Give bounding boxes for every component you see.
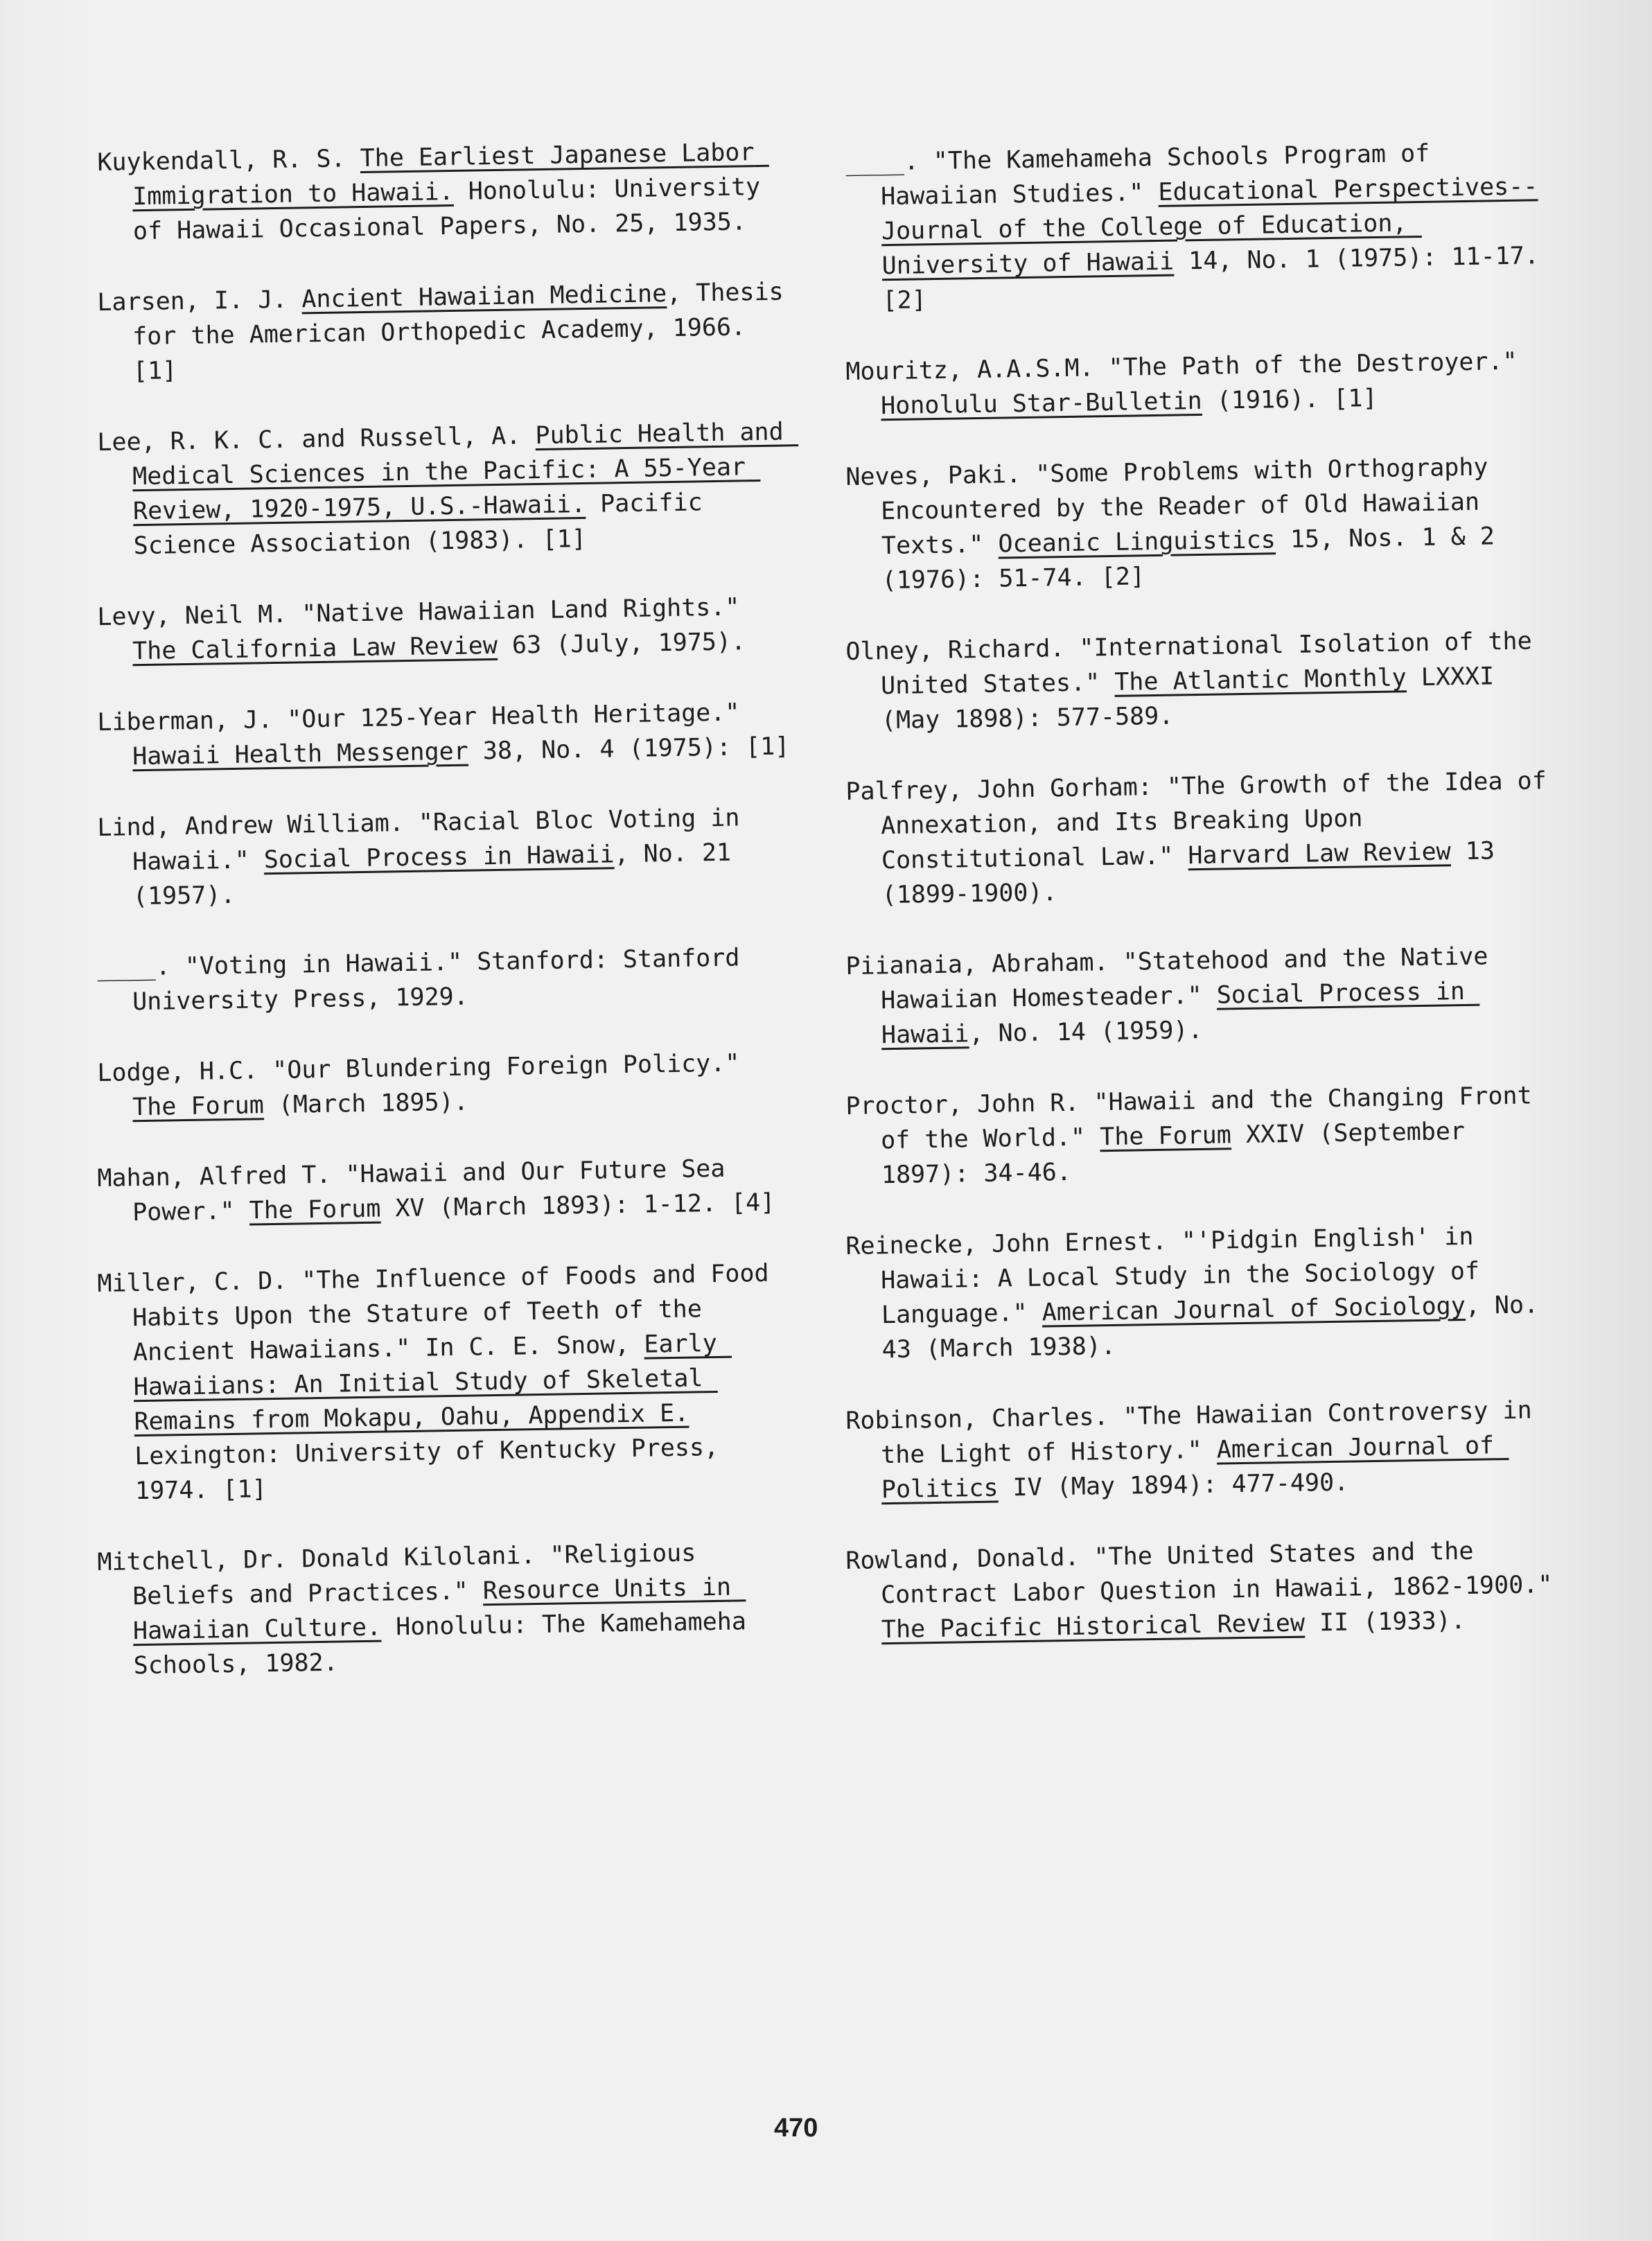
entry-title-underlined: The Forum	[249, 1195, 381, 1225]
entry-text: XV (March 1893): 1-12. [4]	[380, 1188, 775, 1223]
entry-text: ____. "Voting in Hawaii." Stanford: Stanford University Press, 1929.	[97, 944, 755, 1017]
entry-text: , No. 43 (March 1938).	[881, 1290, 1554, 1364]
entry-text: (1916). [1]	[1202, 384, 1378, 415]
entry-text: Honolulu: The Kamehameha Schools, 1982.	[133, 1607, 762, 1680]
entry-text: , No. 21 (1957).	[132, 838, 746, 911]
bibliography-entry	[845, 1393, 1554, 1508]
entry-text: II (1933).	[1304, 1606, 1466, 1637]
entry-text: Kuykendall, R. S.	[97, 145, 360, 177]
entry-title-underlined: Resource Units in Hawaiian Culture.	[132, 1573, 746, 1646]
bibliography-entry	[97, 1150, 791, 1231]
entry-title-underlined: The Forum	[1099, 1121, 1232, 1152]
entry-text: Mahan, Alfred T. "Hawaii and Our Future Sea Power."	[97, 1154, 740, 1227]
bibliography-entry	[845, 1533, 1567, 1648]
entry-text: Rowland, Donald. "The United States and the Contract Labor Question in Hawaii, 1862-1900."	[845, 1537, 1567, 1610]
bibliography-entry	[97, 414, 799, 564]
entry-text: Piianaia, Abraham. "Statehood and the Native Hawaiian Homesteader."	[845, 942, 1503, 1015]
bibliography-entry	[845, 1078, 1554, 1193]
entry-text: 13 (1899-1900).	[881, 836, 1510, 910]
entry-text: Pacific Science Association (1983). [1]	[133, 488, 718, 561]
entry-text: Lee, R. K. C. and Russell, A.	[97, 422, 536, 457]
entry-title-underlined: Oceanic Linguistics	[998, 526, 1276, 559]
bibliography-entry	[97, 694, 791, 775]
entry-text: Palfrey, John Gorham: "The Growth of the Idea of Annexation, and Its Breaking Upon Constitutional Law."	[845, 766, 1562, 875]
entry-text: Lexington: University of Kentucky Press, 1974. [1]	[134, 1399, 734, 1506]
entry-title-underlined: Ancient Hawaiian Medicine	[301, 280, 667, 314]
entry-title-underlined: Harvard Law Review	[1188, 838, 1451, 870]
bibliography-left-column	[97, 138, 799, 1720]
bibliography-entry	[97, 274, 799, 389]
entry-text: 38, No. 4 (1975): [1]	[468, 732, 790, 766]
bibliography-entry	[97, 589, 791, 669]
entry-title-underlined: Early Hawaiians: An Initial Study of Skeletal Remains from Mokapu, Oahu, Appendix E.	[133, 1329, 732, 1436]
entry-title-underlined: Social Process in Hawaii	[881, 977, 1480, 1050]
entry-text: 15, Nos. 1 & 2 (1976): 51-74. [2]	[881, 522, 1510, 595]
entry-title-underlined: Hawaii Health Messenger	[132, 737, 469, 771]
entry-text: IV (May 1894): 477-490.	[998, 1468, 1349, 1502]
entry-text: Lind, Andrew William. "Racial Bloc Voting in Hawaii."	[97, 804, 755, 877]
entry-text: Honolulu: University of Hawaii Occasional Papers, No. 25, 1935.	[132, 173, 775, 246]
bibliography-entry	[845, 1218, 1554, 1368]
entry-text: LXXXI (May 1898): 577-589.	[881, 662, 1509, 735]
bibliography-entry	[97, 1045, 791, 1125]
page-number: 470	[774, 2113, 818, 2143]
entry-title-underlined: Social Process in Hawaii	[263, 841, 615, 875]
entry-text: XXIV (September 1897): 34-46.	[881, 1117, 1480, 1190]
entry-title-underlined: Honolulu Star-Bulletin	[880, 387, 1203, 421]
entry-text: ____. "The Kamehameha Schools Program of Hawaiian Studies."	[845, 139, 1445, 211]
bibliography-entry	[97, 940, 791, 1020]
bibliography-entry	[97, 1256, 793, 1509]
entry-title-underlined: Educational Perspectives--Journal of the College of Education, University of Hawaii	[881, 173, 1538, 281]
entry-text: Miller, C. D. "The Influence of Foods and Food Habits Upon the Stature of Teeth of the Ancient Hawaiians." In C. E. Snow,	[97, 1259, 784, 1367]
entry-text: 14, No. 1 (1975): 11-17. [2]	[882, 241, 1554, 315]
entry-text: Neves, Paki. "Some Problems with Orthography Encountered by the Reader of Old Hawaiian Texts."	[845, 453, 1503, 561]
entry-title-underlined: The Earliest Japanese Labor Immigration to Hawaii.	[132, 138, 769, 211]
entry-title-underlined: The Pacific Historical Review	[881, 1609, 1306, 1644]
entry-title-underlined: The California Law Review	[132, 631, 498, 666]
bibliography-entry	[845, 938, 1554, 1053]
entry-text: Lodge, H.C. "Our Blundering Foreign Policy."	[97, 1049, 755, 1087]
entry-text: Liberman, J. "Our 125-Year Health Heritage."	[97, 698, 755, 737]
entry-text: , No. 14 (1959).	[969, 1016, 1203, 1048]
entry-text: Robinson, Charles. "The Hawaiian Controversy in the Light of History."	[845, 1396, 1547, 1470]
bibliography-entry	[97, 800, 791, 915]
entry-text: 63 (July, 1975).	[497, 628, 746, 660]
entry-text: , Thesis for the American Orthopedic Academy, 1966. [1]	[132, 278, 799, 386]
entry-title-underlined: American Journal of Politics	[881, 1431, 1509, 1504]
entry-title-underlined: The Atlantic Monthly	[1114, 664, 1407, 696]
bibliography-entry	[845, 134, 1555, 319]
entry-text: Reinecke, John Ernest. "'Pidgin English' in Hawaii: A Local Study in the Sociology of Language."	[845, 1222, 1495, 1330]
entry-title-underlined: American Journal of Sociology	[1042, 1292, 1466, 1327]
bibliography-entry	[97, 1534, 792, 1684]
bibliography-right-column	[845, 139, 1567, 1684]
entry-title-underlined: Public Health and Medical Sciences in the Pacific: A 55-Year Review, 1920-1975, U.S.-Hawaii.	[132, 418, 799, 526]
bibliography-entry	[845, 344, 1553, 424]
entry-text: Mouritz, A.A.S.M. "The Path of the Destroyer."	[845, 347, 1532, 386]
entry-text: Larsen, I. J.	[97, 285, 302, 317]
bibliography-entry	[97, 134, 791, 249]
bibliography-entry	[845, 624, 1554, 739]
entry-text: Olney, Richard. "International Isolation of the United States."	[845, 627, 1547, 701]
bibliography-entry	[845, 764, 1562, 913]
entry-text: (March 1895).	[263, 1088, 469, 1120]
entry-text: Mitchell, Dr. Donald Kilolani. "Religious Beliefs and Practices."	[97, 1539, 711, 1611]
entry-title-underlined: The Forum	[132, 1091, 265, 1122]
bibliography-entry	[845, 449, 1554, 599]
entry-text: Proctor, John R. "Hawaii and the Changing Front of the World."	[845, 1082, 1547, 1155]
entry-text: Levy, Neil M. "Native Hawaiian Land Rights."	[97, 593, 755, 631]
